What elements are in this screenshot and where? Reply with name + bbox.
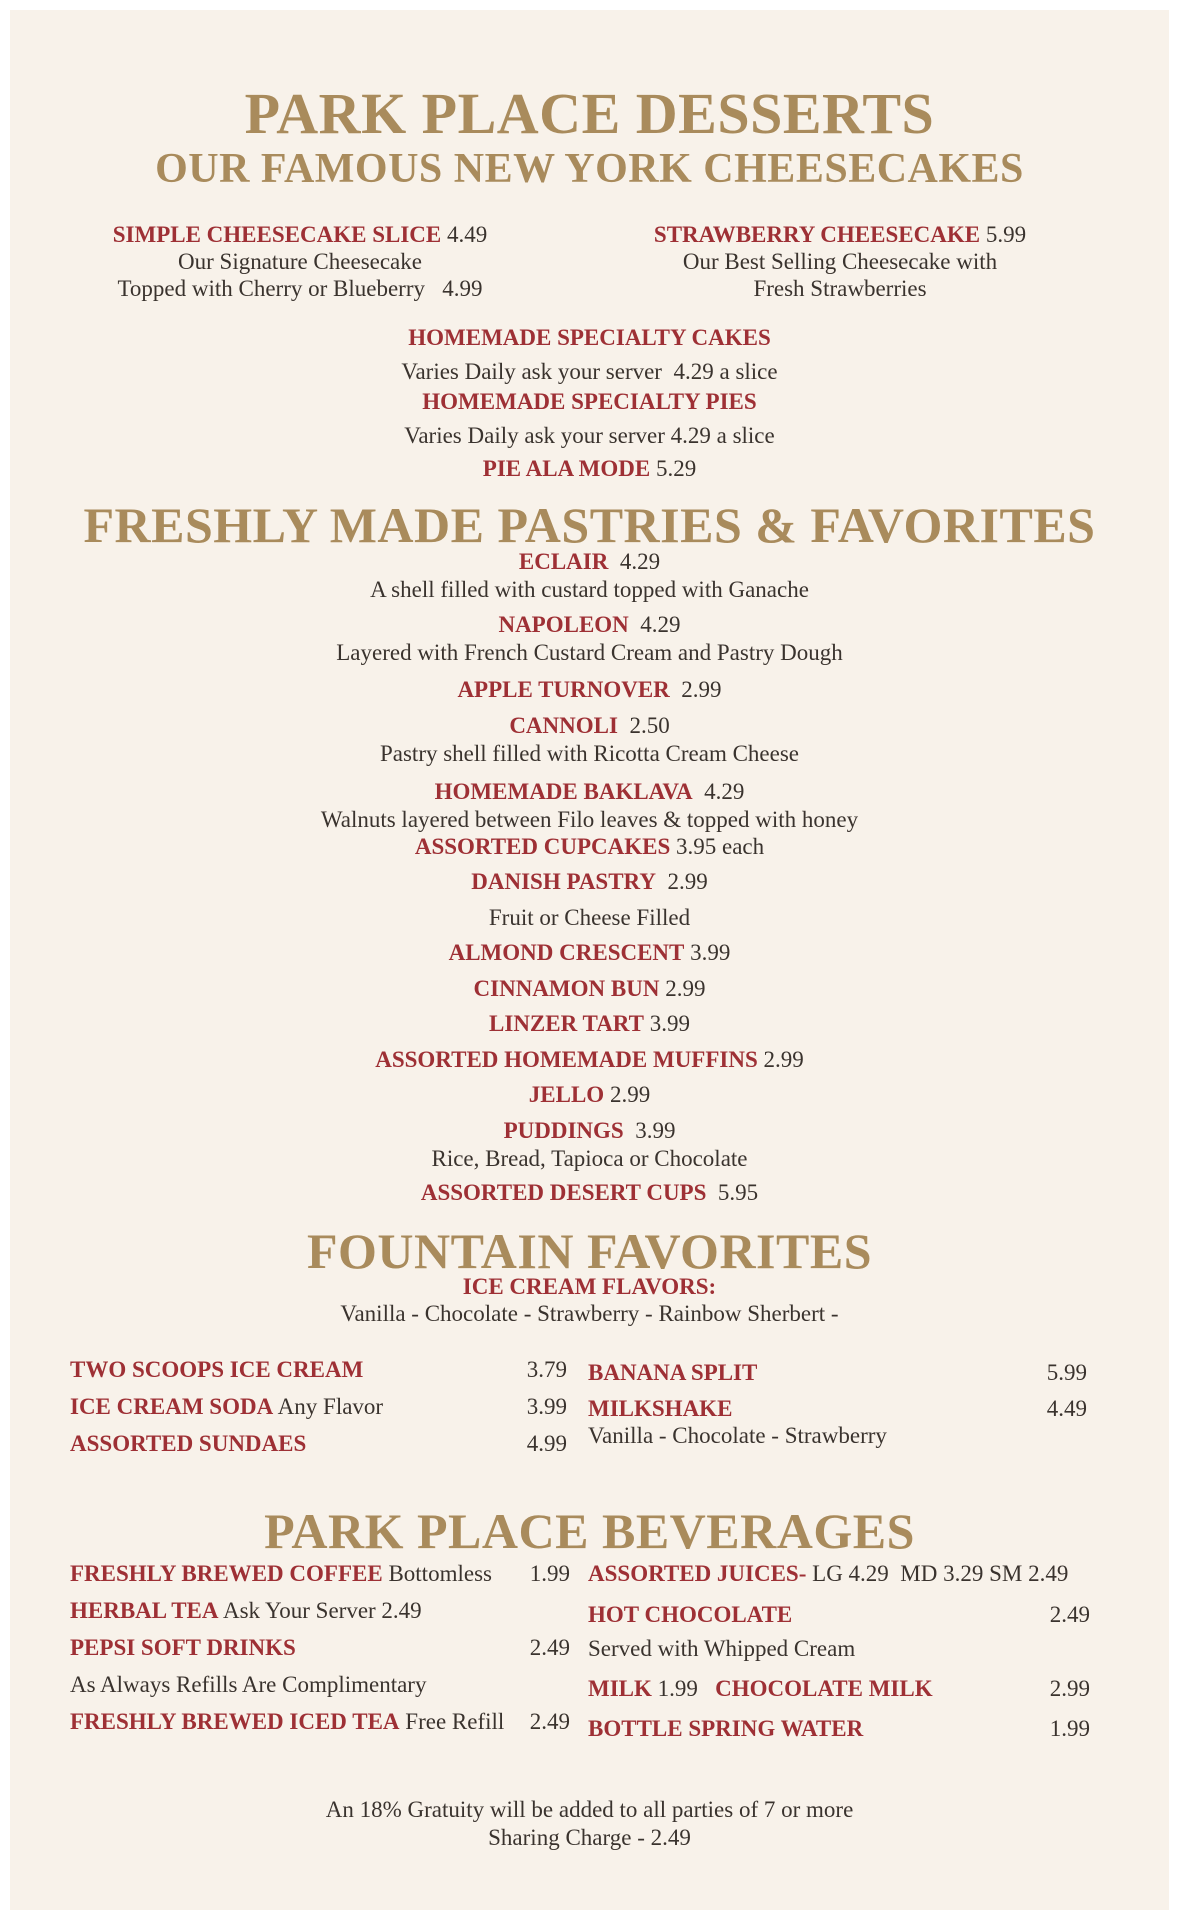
item-price: 4.99	[526, 1431, 567, 1456]
pastries-heading: FRESHLY MADE PASTRIES & FAVORITES	[83, 497, 1096, 553]
item-price: 3.99	[526, 1394, 567, 1419]
beverages-heading: PARK PLACE BEVERAGES	[264, 1503, 915, 1559]
gratuity-note: An 18% Gratuity will be added to all parties of 7 or more	[325, 1797, 854, 1822]
pastry-desc: Rice, Bread, Tapioca or Chocolate	[431, 1146, 748, 1171]
item-desc: Fresh Strawberries	[753, 276, 927, 301]
item-price: 4.29	[640, 612, 681, 637]
fountain-item	[70, 1394, 383, 1420]
menu-title: PARK PLACE DESSERTS	[244, 81, 935, 146]
item-name: APPLE TURNOVER	[457, 677, 670, 702]
fountain-item	[588, 1396, 732, 1422]
pastry-item	[10, 612, 1169, 638]
item-price: 4.49	[446, 222, 488, 247]
item-price: 2.99	[1049, 1676, 1090, 1701]
item-price: 5.29	[655, 456, 697, 481]
item-price: 2.49	[529, 1709, 570, 1734]
item-price: 2.99	[667, 869, 708, 894]
item-price: 2.49	[529, 1635, 570, 1660]
item-price: 4.29	[704, 779, 745, 804]
item-price: 1.99	[1049, 1716, 1090, 1741]
item-name: ASSORTED JUICES-	[588, 1561, 807, 1586]
item-name: SIMPLE CHEESECAKE SLICE	[112, 222, 442, 247]
pastry-desc: Fruit or Cheese Filled	[488, 905, 691, 930]
item-price: 3.79	[526, 1357, 567, 1382]
pastry-desc: Walnuts layered between Filo leaves & topped with honey	[320, 807, 859, 832]
ice-cream-flavors-label: ICE CREAM FLAVORS:	[462, 1274, 717, 1299]
item-name: TWO SCOOPS ICE CREAM	[70, 1357, 364, 1382]
item-price: 2.99	[665, 976, 706, 1001]
item-extra: Free Refill	[405, 1709, 505, 1734]
cheesecake-heading: OUR FAMOUS NEW YORK CHEESECAKES	[155, 146, 1024, 192]
item-extra: Bottomless	[388, 1561, 492, 1586]
item-price: 2.99	[763, 1047, 804, 1072]
fountain-item	[70, 1431, 306, 1457]
item-name: PIE ALA MODE	[482, 456, 651, 481]
item-name: HERBAL TEA	[70, 1598, 219, 1623]
item-name: CHOCOLATE MILK	[715, 1676, 933, 1701]
item-name: LINZER TART	[489, 1011, 644, 1036]
beverage-item	[70, 1561, 492, 1587]
item-desc: Our Best Selling Cheesecake with	[682, 249, 998, 274]
specialty-pies-desc: Varies Daily ask your server 4.29 a slice	[404, 423, 775, 448]
item-name: CINNAMON BUN	[473, 976, 660, 1001]
ice-cream-flavors-list: Vanilla - Chocolate - Strawberry - Rainbow Sherbert -	[340, 1301, 839, 1326]
item-name: ASSORTED CUPCAKES	[414, 834, 671, 859]
pastry-item	[10, 1082, 1169, 1108]
item-price: 2.50	[629, 713, 670, 738]
item-name: CANNOLI	[509, 713, 618, 738]
item-name: MILKSHAKE	[588, 1396, 733, 1421]
item-name: ASSORTED SUNDAES	[70, 1431, 307, 1456]
item-price: 2.49	[1049, 1602, 1090, 1627]
fountain-item	[70, 1357, 363, 1383]
pastry-item	[10, 1118, 1169, 1144]
item-price: 4.49	[1046, 1396, 1087, 1421]
item-name: STRAWBERRY CHEESECAKE	[653, 222, 981, 247]
item-extra: LG 4.29 MD 3.29 SM 2.49	[812, 1561, 1069, 1586]
item-name: ALMOND CRESCENT	[448, 940, 685, 965]
menu-card	[10, 10, 1169, 1910]
item-name: ICE CREAM SODA	[70, 1394, 274, 1419]
simple-cheesecake-item	[70, 221, 530, 302]
beverage-item	[588, 1716, 863, 1742]
item-price: 3.95 each	[676, 834, 765, 859]
item-name: MILK	[588, 1676, 652, 1701]
item-extra: Any Flavor	[277, 1394, 384, 1419]
sharing-charge-note: Sharing Charge - 2.49	[488, 1825, 691, 1850]
item-price: 5.99	[985, 222, 1027, 247]
specialty-cakes-desc	[10, 359, 1169, 385]
item-name: PEPSI SOFT DRINKS	[70, 1635, 296, 1660]
item-price: 2.99	[609, 1082, 651, 1107]
item-desc-suffix: a slice	[719, 359, 778, 384]
item-name: ASSORTED HOMEMADE MUFFINS	[375, 1047, 758, 1072]
item-name: FRESHLY BREWED COFFEE	[70, 1561, 383, 1586]
item-name: BOTTLE SPRING WATER	[588, 1716, 864, 1741]
beverage-item	[588, 1561, 1068, 1587]
item-price: 1.99	[529, 1561, 570, 1586]
item-name: HOMEMADE BAKLAVA	[434, 779, 693, 804]
specialty-pies-name: HOMEMADE SPECIALTY PIES	[422, 389, 757, 414]
item-name: PUDDINGS	[503, 1118, 624, 1143]
item-price: 4.99	[442, 276, 483, 301]
item-desc: Topped with Cherry or Blueberry	[117, 276, 426, 301]
pastry-item	[10, 549, 1169, 575]
beverage-item	[588, 1676, 933, 1702]
beverage-item	[70, 1709, 504, 1735]
item-desc: Vanilla - Chocolate - Strawberry	[588, 1423, 887, 1448]
refills-note: As Always Refills Are Complimentary	[70, 1672, 427, 1697]
pastry-desc: Layered with French Custard Cream and Pastry Dough	[336, 640, 843, 665]
pastry-item	[10, 834, 1169, 860]
pastry-item	[10, 1180, 1169, 1206]
item-price: 1.99	[657, 1676, 698, 1701]
beverage-item	[70, 1598, 422, 1624]
pastry-item	[10, 779, 1169, 805]
pastry-item	[10, 869, 1169, 895]
item-name: ECLAIR	[518, 549, 609, 574]
item-name: ASSORTED DESERT CUPS	[420, 1180, 707, 1205]
pastry-item	[10, 713, 1169, 739]
item-desc: Served with Whipped Cream	[588, 1636, 856, 1661]
pastry-item	[10, 940, 1169, 966]
pastry-item	[10, 976, 1169, 1002]
pastry-desc: A shell filled with custard topped with Ganache	[370, 577, 809, 602]
item-extra: Ask Your Server 2.49	[222, 1598, 422, 1623]
item-price: 3.99	[635, 1118, 676, 1143]
pie-ala-mode-item	[10, 456, 1169, 482]
item-name: FRESHLY BREWED ICED TEA	[70, 1709, 400, 1734]
item-price: 5.99	[1046, 1360, 1087, 1385]
pastry-desc: Pastry shell filled with Ricotta Cream Cheese	[379, 741, 800, 766]
pastry-item	[10, 1011, 1169, 1037]
item-name: HOT CHOCOLATE	[588, 1602, 793, 1627]
item-price: 3.99	[649, 1011, 690, 1036]
item-price: 3.99	[690, 940, 731, 965]
item-name: DANISH PASTRY	[471, 869, 656, 894]
strawberry-cheesecake-item	[610, 221, 1070, 302]
item-price: 5.95	[717, 1180, 759, 1205]
item-name: JELLO	[528, 1082, 605, 1107]
fountain-item	[588, 1360, 757, 1386]
item-price: 4.29	[619, 549, 661, 574]
fountain-heading: FOUNTAIN FAVORITES	[306, 1223, 873, 1279]
item-name: NAPOLEON	[498, 612, 629, 637]
item-desc: Varies Daily ask your server	[401, 359, 662, 384]
item-desc: Our Signature Cheesecake	[178, 249, 422, 274]
item-name: BANANA SPLIT	[588, 1360, 758, 1385]
specialty-cakes-name: HOMEMADE SPECIALTY CAKES	[408, 325, 771, 350]
beverage-item	[70, 1635, 296, 1661]
pastry-item	[10, 1047, 1169, 1073]
pastry-item	[10, 677, 1169, 703]
beverage-item	[588, 1602, 792, 1628]
item-price: 2.99	[681, 677, 722, 702]
item-price: 4.29	[673, 359, 714, 384]
